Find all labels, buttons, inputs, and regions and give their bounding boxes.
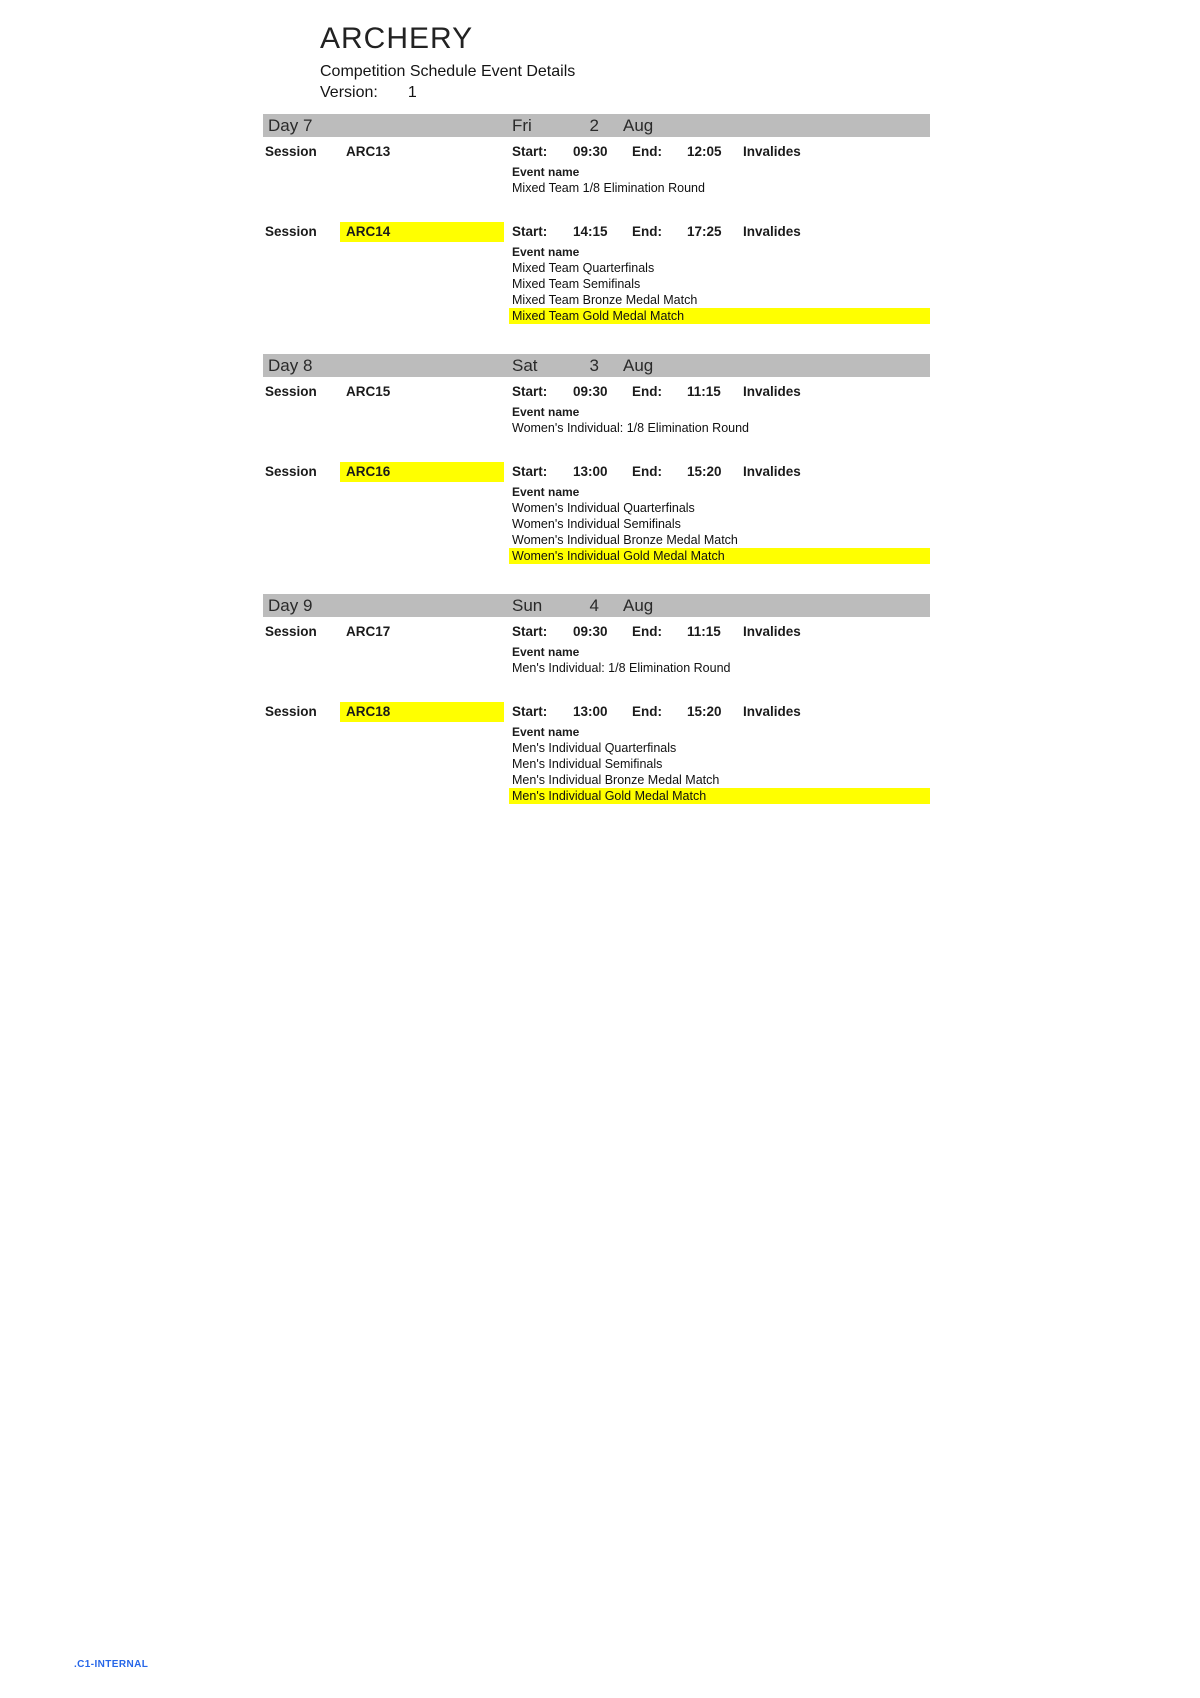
session-label: Session	[265, 624, 317, 639]
day-date: 4	[589, 596, 599, 615]
event-name-header: Event name	[512, 645, 580, 659]
version-label: Version:	[320, 84, 378, 101]
start-time: 09:30	[573, 384, 608, 399]
session-times	[512, 144, 801, 159]
event-row: Women's Individual Semifinals	[512, 517, 681, 531]
session-label: Session	[265, 224, 317, 239]
session-times	[512, 624, 801, 639]
day-date: 2	[589, 116, 599, 135]
session-row	[263, 622, 930, 642]
end-label: End:	[632, 144, 662, 159]
venue-label: Invalides	[743, 224, 801, 239]
event-row: Men's Individual: 1/8 Elimination Round	[512, 661, 731, 675]
start-time: 13:00	[573, 464, 608, 479]
day-header-bar	[263, 114, 930, 137]
day-weekday: Sun	[512, 596, 543, 615]
session-label: Session	[265, 144, 317, 159]
event-name-header: Event name	[512, 405, 580, 419]
day-month: Aug	[623, 596, 654, 615]
event-row: Mixed Team Gold Medal Match	[509, 308, 930, 324]
start-time: 14:15	[573, 224, 608, 239]
document-subtitle: Competition Schedule Event Details	[320, 63, 576, 80]
day-section	[263, 354, 930, 564]
session-row	[263, 382, 930, 402]
start-time: 13:00	[573, 704, 608, 719]
end-time: 17:25	[687, 224, 722, 239]
end-label: End:	[632, 384, 662, 399]
session-row	[263, 462, 930, 482]
session-code: ARC13	[346, 144, 391, 159]
session-content	[509, 645, 930, 676]
venue-label: Invalides	[743, 144, 801, 159]
day-label: Day 8	[268, 356, 313, 375]
session-block	[263, 462, 930, 564]
session-row	[263, 142, 930, 162]
session-times	[512, 384, 801, 399]
start-label: Start:	[512, 624, 548, 639]
day-label: Day 9	[268, 596, 313, 615]
session-block	[263, 622, 930, 676]
session-block	[263, 142, 930, 196]
day-date: 3	[589, 356, 599, 375]
start-time: 09:30	[573, 624, 608, 639]
day-section	[263, 114, 930, 324]
session-label: Session	[265, 704, 317, 719]
session-content	[509, 725, 930, 804]
session-block	[263, 222, 930, 324]
event-row: Men's Individual Quarterfinals	[512, 741, 677, 755]
end-time: 15:20	[687, 464, 722, 479]
session-times	[512, 704, 801, 719]
start-label: Start:	[512, 144, 548, 159]
venue-label: Invalides	[743, 624, 801, 639]
session-content	[509, 245, 930, 324]
session-label: Session	[265, 464, 317, 479]
page-title: ARCHERY	[320, 22, 474, 55]
event-name-header: Event name	[512, 725, 580, 739]
session-times	[512, 224, 801, 239]
venue-label: Invalides	[743, 464, 801, 479]
end-time: 11:15	[687, 384, 721, 399]
end-label: End:	[632, 704, 662, 719]
event-row: Mixed Team 1/8 Elimination Round	[512, 181, 705, 195]
day-weekday: Fri	[512, 116, 532, 135]
session-code: ARC15	[346, 384, 391, 399]
day-header-bar	[263, 594, 930, 617]
session-content	[509, 485, 930, 564]
event-row: Mixed Team Semifinals	[512, 277, 641, 291]
event-name-header: Event name	[512, 245, 580, 259]
day-label: Day 7	[268, 116, 313, 135]
event-row: Women's Individual Quarterfinals	[512, 501, 695, 515]
session-row	[263, 222, 930, 242]
event-name-header: Event name	[512, 485, 580, 499]
day-month: Aug	[623, 356, 654, 375]
event-row: Women's Individual Gold Medal Match	[509, 548, 930, 564]
schedule	[263, 114, 930, 834]
event-row: Men's Individual Bronze Medal Match	[512, 773, 720, 787]
session-times	[512, 464, 801, 479]
start-label: Start:	[512, 704, 548, 719]
event-row: Men's Individual Gold Medal Match	[509, 788, 930, 804]
version-row	[320, 84, 575, 102]
start-time: 09:30	[573, 144, 608, 159]
event-row: Women's Individual: 1/8 Elimination Round	[512, 421, 750, 435]
end-label: End:	[632, 624, 662, 639]
end-time: 12:05	[687, 144, 722, 159]
session-code: ARC18	[340, 702, 504, 722]
day-section	[263, 594, 930, 804]
session-label: Session	[265, 384, 317, 399]
session-code: ARC14	[340, 222, 504, 242]
document-header	[320, 22, 575, 102]
classification-footer: .C1-INTERNAL	[74, 1659, 149, 1670]
end-time: 15:20	[687, 704, 722, 719]
session-block	[263, 382, 930, 436]
end-time: 11:15	[687, 624, 721, 639]
start-label: Start:	[512, 384, 548, 399]
event-row: Mixed Team Bronze Medal Match	[512, 293, 698, 307]
start-label: Start:	[512, 464, 548, 479]
session-content	[509, 405, 930, 436]
day-month: Aug	[623, 116, 654, 135]
event-row: Men's Individual Semifinals	[512, 757, 663, 771]
session-code: ARC16	[340, 462, 504, 482]
event-row: Mixed Team Quarterfinals	[512, 261, 655, 275]
venue-label: Invalides	[743, 704, 801, 719]
end-label: End:	[632, 464, 662, 479]
venue-label: Invalides	[743, 384, 801, 399]
end-label: End:	[632, 224, 662, 239]
version-value: 1	[407, 84, 417, 101]
start-label: Start:	[512, 224, 548, 239]
day-weekday: Sat	[512, 356, 538, 375]
event-row: Women's Individual Bronze Medal Match	[512, 533, 738, 547]
event-name-header: Event name	[512, 165, 580, 179]
day-header-bar	[263, 354, 930, 377]
session-code: ARC17	[346, 624, 391, 639]
session-content	[509, 165, 930, 196]
session-row	[263, 702, 930, 722]
session-block	[263, 702, 930, 804]
